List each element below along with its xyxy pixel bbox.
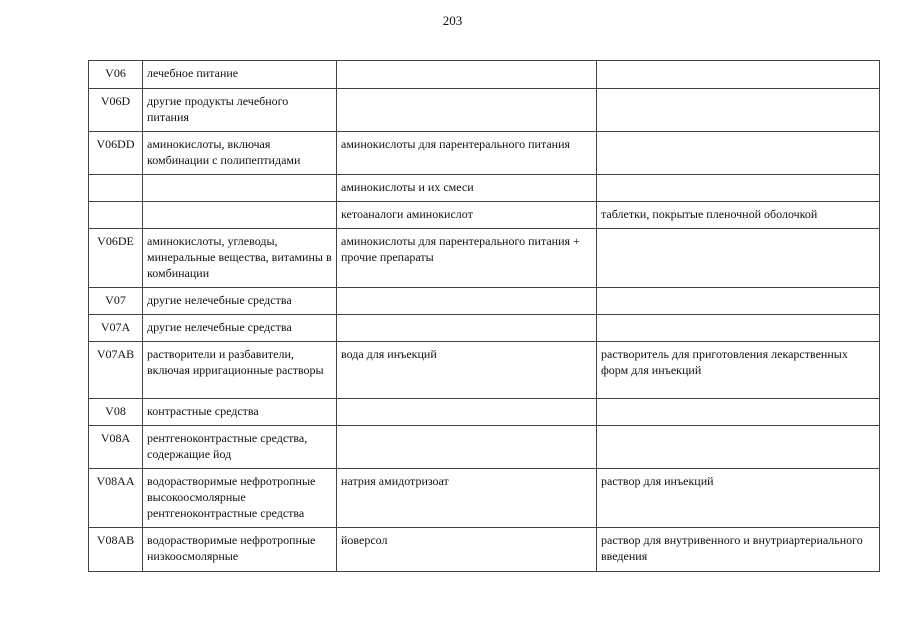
group-name-cell [143, 175, 337, 202]
dosage-form-cell [597, 426, 880, 469]
substance-cell: йоверсол [337, 528, 597, 572]
drug-table [88, 60, 880, 572]
table-row [89, 426, 880, 469]
group-name-cell: другие нелечебные средства [143, 288, 337, 315]
table-row [89, 229, 880, 288]
table-row [89, 399, 880, 426]
substance-cell: аминокислоты для парентерального питания + прочие препараты [337, 229, 597, 288]
substance-cell: аминокислоты и их смеси [337, 175, 597, 202]
substance-cell [337, 399, 597, 426]
table-row [89, 528, 880, 572]
substance-cell [337, 61, 597, 89]
dosage-form-cell: раствор для внутривенного и внутриартериального введения [597, 528, 880, 572]
substance-cell [337, 315, 597, 342]
substance-cell [337, 426, 597, 469]
atc-code-cell: V06D [89, 89, 143, 132]
dosage-form-cell [597, 61, 880, 89]
atc-code-cell: V08A [89, 426, 143, 469]
group-name-cell: контрастные средства [143, 399, 337, 426]
group-name-cell: другие нелечебные средства [143, 315, 337, 342]
table-body [89, 61, 880, 572]
group-name-cell: растворители и разбавители, включая ирригационные растворы [143, 342, 337, 399]
dosage-form-cell [597, 229, 880, 288]
page-number: 203 [442, 13, 463, 28]
dosage-form-cell [597, 175, 880, 202]
dosage-form-cell [597, 315, 880, 342]
group-name-cell: аминокислоты, включая комбинации с полипептидами [143, 132, 337, 175]
substance-cell: кетоаналоги аминокислот [337, 202, 597, 229]
substance-cell: аминокислоты для парентерального питания [337, 132, 597, 175]
table-row [89, 315, 880, 342]
table-row [89, 202, 880, 229]
atc-code-cell: V06DD [89, 132, 143, 175]
group-name-cell: водорастворимые нефротропные высокоосмолярные рентгеноконтрастные средства [143, 469, 337, 528]
group-name-cell: другие продукты лечебного питания [143, 89, 337, 132]
substance-cell: вода для инъекций [337, 342, 597, 399]
atc-code-cell [89, 175, 143, 202]
atc-code-cell: V07A [89, 315, 143, 342]
table-row [89, 61, 880, 89]
substance-cell: натрия амидотризоат [337, 469, 597, 528]
dosage-form-cell: раствор для инъекций [597, 469, 880, 528]
atc-code-cell: V07AB [89, 342, 143, 399]
dosage-form-cell [597, 89, 880, 132]
table-row [89, 132, 880, 175]
group-name-cell [143, 202, 337, 229]
atc-code-cell: V08AB [89, 528, 143, 572]
dosage-form-cell: растворитель для приготовления лекарственных форм для инъекций [597, 342, 880, 399]
dosage-form-cell [597, 399, 880, 426]
table-row [89, 342, 880, 399]
table-row [89, 469, 880, 528]
group-name-cell: лечебное питание [143, 61, 337, 89]
atc-code-cell: V08 [89, 399, 143, 426]
table-row [89, 175, 880, 202]
atc-code-cell: V06DE [89, 229, 143, 288]
table-row [89, 89, 880, 132]
atc-code-cell [89, 202, 143, 229]
table-row [89, 288, 880, 315]
dosage-form-cell: таблетки, покрытые пленочной оболочкой [597, 202, 880, 229]
group-name-cell: водорастворимые нефротропные низкоосмолярные [143, 528, 337, 572]
atc-code-cell: V06 [89, 61, 143, 89]
dosage-form-cell [597, 288, 880, 315]
group-name-cell: аминокислоты, углеводы, минеральные вещества, витамины в комбинации [143, 229, 337, 288]
dosage-form-cell [597, 132, 880, 175]
atc-code-cell: V08AA [89, 469, 143, 528]
substance-cell [337, 89, 597, 132]
atc-code-cell: V07 [89, 288, 143, 315]
group-name-cell: рентгеноконтрастные средства, содержащие йод [143, 426, 337, 469]
substance-cell [337, 288, 597, 315]
